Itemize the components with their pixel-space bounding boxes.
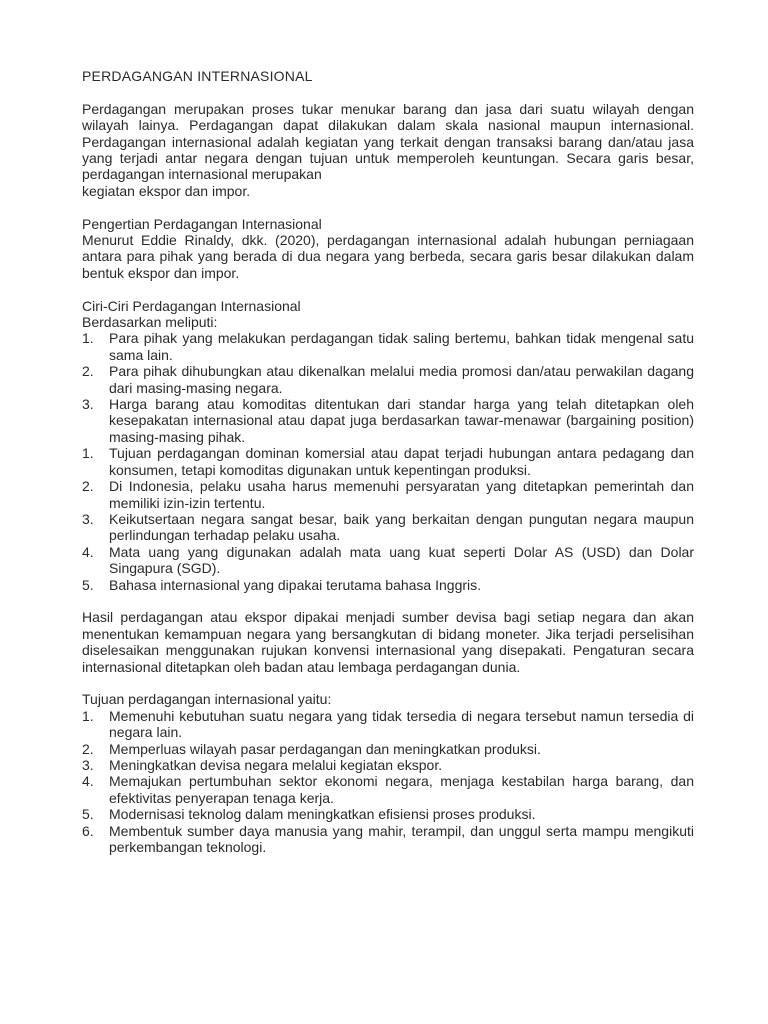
list-number: 3.	[82, 396, 94, 413]
ciri-list	[82, 330, 694, 593]
spacer	[82, 675, 694, 691]
list-item-text: Para pihak dihubungkan atau dikenalkan melalui media promosi dan/atau perwakilan dagang dari masing-masing negara.	[109, 363, 694, 396]
list-item-text: Modernisasi teknolog dalam meningkatkan efisiensi proses produksi.	[109, 806, 536, 823]
list-number: 4.	[82, 773, 94, 790]
pengertian-heading: Pengertian Perdagangan Internasional	[82, 215, 322, 232]
tujuan-list	[82, 708, 694, 856]
list-number: 1.	[82, 330, 94, 347]
list-number: 4.	[82, 543, 94, 560]
list-item-text: Meningkatkan devisa negara melalui kegiatan ekspor.	[109, 756, 443, 773]
ciri-subheading: Berdasarkan meliputi:	[82, 314, 218, 331]
list-item	[82, 445, 694, 478]
list-number: 6.	[82, 822, 94, 839]
list-item	[82, 511, 694, 544]
list-item-text: Bahasa internasional yang dipakai terutama bahasa Inggris.	[109, 576, 482, 593]
list-item	[82, 330, 694, 363]
list-item-text: Mata uang yang digunakan adalah mata uang kuat seperti Dolar AS (USD) dan Dolar Singapura (SGD).	[109, 543, 694, 577]
intro-paragraph: Perdagangan merupakan proses tukar menukar barang dan jasa dari suatu wilayah dengan wilayah lainya. Perdagangan dapat dilakukan dalam skala nasional maupun internasional. Perdagangan internasional adalah kegiatan yang terkait dengan transaksi barang dan/atau jasa yang terjadi antar negara dengan tujuan untuk memperoleh keuntungan. Secara garis besar, perdagangan internasional merupakan	[82, 100, 694, 183]
list-item	[82, 363, 694, 396]
pengertian-paragraph: Menurut Eddie Rinaldy, dkk. (2020), perdagangan internasional adalah hubungan perniagaan antara para pihak yang berada di dua negara yang berbeda, secara garis besar dilakukan dalam bentuk ekspor dan impor.	[82, 232, 694, 281]
list-number: 5.	[82, 576, 94, 593]
list-item-text: Memperluas wilayah pasar perdagangan dan meningkatkan produksi.	[109, 740, 541, 757]
hasil-paragraph: Hasil perdagangan atau ekspor dipakai menjadi sumber devisa bagi setiap negara dan akan menentukan kemampuan negara yang bersangkutan di bidang moneter. Jika terjadi perselisihan diselesaikan menggunakan rujukan konvensi internasional yang disepakati. Pengaturan secara internasional ditetapkan oleh badan atau lembaga perdagangan dunia.	[82, 609, 694, 675]
list-number: 1.	[82, 445, 94, 462]
intro-trailing-line: kegiatan ekspor dan impor.	[82, 182, 251, 199]
list-item	[82, 757, 694, 773]
list-number: 1.	[82, 707, 94, 724]
list-item	[82, 823, 694, 856]
tujuan-heading: Tujuan perdagangan internasional yaitu:	[82, 691, 332, 708]
list-item-text: Para pihak yang melakukan perdagangan tidak saling bertemu, bahkan tidak mengenal satu sama lain.	[109, 330, 694, 363]
list-number: 2.	[82, 478, 94, 495]
list-item	[82, 741, 694, 757]
list-item	[82, 577, 694, 593]
ciri-heading: Ciri-Ciri Perdagangan Internasional	[82, 297, 301, 314]
list-item	[82, 806, 694, 822]
list-item-text: Memajukan pertumbuhan sektor ekonomi negara, menjaga kestabilan harga barang, dan efektivitas penyerapan tenaga kerja.	[109, 773, 694, 806]
document-title: PERDAGANGAN INTERNASIONAL	[82, 68, 313, 84]
list-item	[82, 396, 694, 445]
list-item-text: Memenuhi kebutuhan suatu negara yang tidak tersedia di negara tersebut namun tersedia di negara lain.	[109, 707, 694, 741]
list-item	[82, 478, 694, 511]
list-number: 5.	[82, 806, 94, 823]
list-item-text: Tujuan perdagangan dominan komersial atau dapat terjadi hubungan antara pedagang dan konsumen, tetapi komoditas digunakan untuk kepentingan produksi.	[109, 445, 694, 478]
spacer	[82, 593, 694, 609]
list-item-text: Membentuk sumber daya manusia yang mahir, terampil, dan unggul serta mampu mengikuti perkembangan teknologi.	[109, 822, 694, 856]
list-item	[82, 708, 694, 741]
list-number: 2.	[82, 740, 94, 757]
spacer	[82, 84, 694, 100]
spacer	[82, 281, 694, 297]
list-item-text: Keikutsertaan negara sangat besar, baik yang berkaitan dengan pungutan negara maupun perlindungan terhadap pelaku usaha.	[109, 510, 694, 544]
list-item	[82, 544, 694, 577]
list-item	[82, 773, 694, 806]
list-number: 2.	[82, 363, 94, 380]
list-number: 3.	[82, 510, 94, 527]
list-item-text: Di Indonesia, pelaku usaha harus memenuhi persyaratan yang ditetapkan pemerintah dan memiliki izin-izin tertentu.	[109, 478, 694, 511]
list-item-text: Harga barang atau komoditas ditentukan dari standar harga yang telah ditetapkan oleh kesepakatan internasional atau dapat juga berdasarkan tawar-menawar (bargaining position) masing-masing pihak.	[109, 396, 694, 445]
document-page	[82, 68, 694, 855]
spacer	[82, 199, 694, 215]
list-number: 3.	[82, 756, 94, 773]
